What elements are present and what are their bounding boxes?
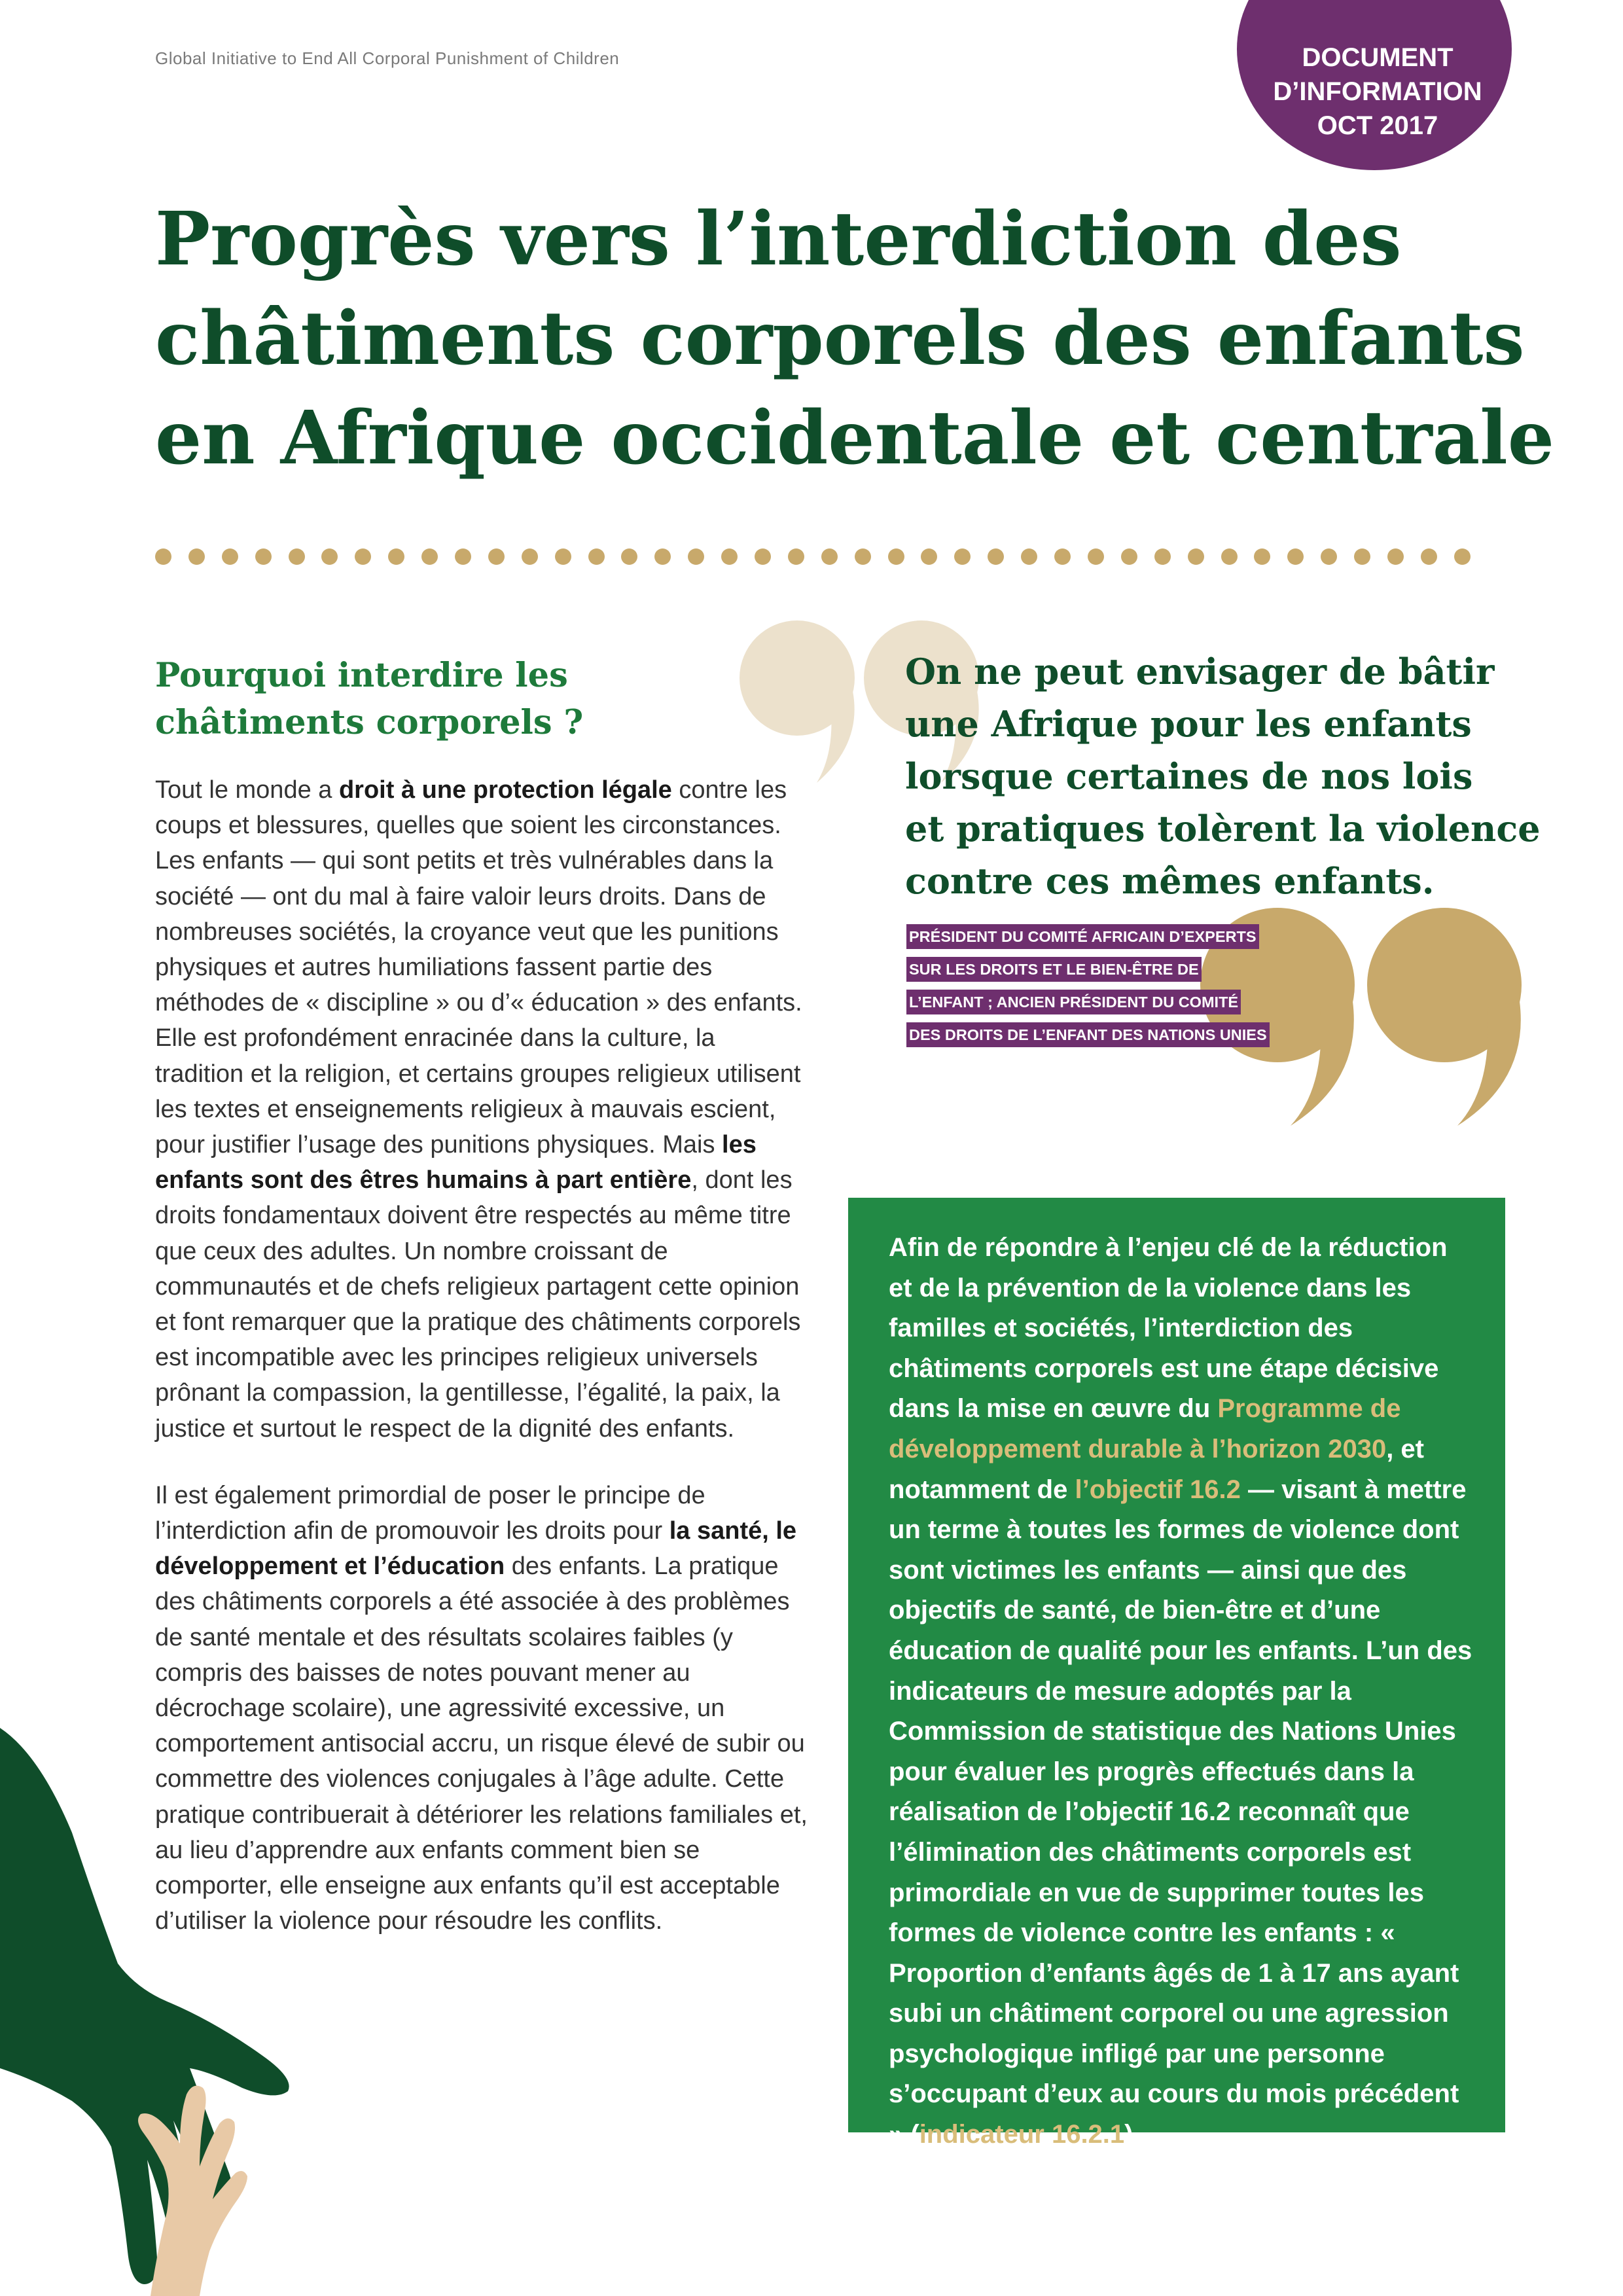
dotted-divider <box>155 548 1471 565</box>
divider-dot <box>488 548 505 565</box>
divider-dot <box>255 548 272 565</box>
divider-dot <box>888 548 904 565</box>
title-line-2: châtiments corporels des enfants <box>155 296 1525 382</box>
page-title <box>155 190 1555 488</box>
info-box-text <box>889 1228 1478 2155</box>
divider-dot <box>1387 548 1404 565</box>
info-text: , et notamment de <box>889 1434 1424 1504</box>
divider-dot <box>388 548 404 565</box>
document-badge-text <box>1247 41 1508 143</box>
info-highlight-programme: Programme de développement durable à l’horizon 2030 <box>889 1394 1401 1463</box>
divider-dot <box>1287 548 1304 565</box>
hands-illustration <box>0 1715 340 2296</box>
info-text: Afin de répondre à l’enjeu clé de la réduction et de la prévention de la violence dans les familles et sociétés, l’interdiction des châtiments corporels est une étape décisive dans la mise en œuvre du <box>889 1233 1448 1424</box>
divider-dot <box>954 548 971 565</box>
badge-line-2: D’INFORMATION <box>1273 77 1482 106</box>
badge-line-3: OCT 2017 <box>1317 111 1438 140</box>
divider-dot <box>921 548 937 565</box>
divider-dot <box>1221 548 1238 565</box>
body-bold-text: la santé, le développement et l’éducation <box>155 1517 797 1581</box>
divider-dot <box>721 548 738 565</box>
divider-dot <box>1354 548 1370 565</box>
quote-line-4: et pratiques tolèrent la violence <box>905 808 1541 850</box>
body-text: Tout le monde a <box>155 776 339 804</box>
divider-dot <box>455 548 471 565</box>
pull-quote <box>905 645 1560 907</box>
divider-dot <box>755 548 771 565</box>
divider-dot <box>1421 548 1437 565</box>
divider-dot <box>355 548 371 565</box>
divider-dot <box>788 548 804 565</box>
divider-dot <box>1454 548 1471 565</box>
body-text: Il est également primordial de poser le principe de l’interdiction afin de promouvoir les droits pour <box>155 1481 705 1545</box>
section-heading-line-2: châtiments corporels ? <box>155 703 584 742</box>
info-text: ). <box>1124 2120 1141 2149</box>
section-heading <box>155 652 679 746</box>
attribution-line-4: DES DROITS DE L’ENFANT DES NATIONS UNIES <box>906 1022 1270 1047</box>
quote-line-5: contre ces mêmes enfants. <box>905 860 1435 902</box>
quote-line-1: On ne peut envisager de bâtir <box>905 651 1495 692</box>
attribution-line-1: PRÉSIDENT DU COMITÉ AFRICAIN D’EXPERTS <box>906 924 1259 949</box>
divider-dot <box>1154 548 1171 565</box>
divider-dot <box>654 548 671 565</box>
divider-dot <box>555 548 571 565</box>
info-highlight-indicator: indicateur 16.2.1 <box>919 2120 1125 2149</box>
body-text: , dont les droits fondamentaux doivent être respectés au même titre que ceux des adultes. Un nombre croissant de communautés et de chefs religieux partagent cette opinion et font remarquer que la pratique des châtiments corporels est incompatible avec les principes religieux universels prônant la compassion, la gentillesse, l’égalité, la paix, la justice et surtout le respect de la dignité des enfants. <box>155 1166 801 1443</box>
divider-dot <box>222 548 238 565</box>
attribution-line-3: L’ENFANT ; ANCIEN PRÉSIDENT DU COMITÉ <box>906 990 1241 1014</box>
quote-line-3: lorsque certaines de nos lois <box>905 755 1473 797</box>
divider-dot <box>1121 548 1137 565</box>
body-paragraph-1 <box>155 772 810 1446</box>
divider-dot <box>421 548 438 565</box>
divider-dot <box>1088 548 1104 565</box>
divider-dot <box>821 548 838 565</box>
divider-dot <box>1021 548 1037 565</box>
divider-dot <box>988 548 1004 565</box>
divider-dot <box>621 548 637 565</box>
divider-dot <box>1188 548 1204 565</box>
attribution-line-2: SUR LES DROITS ET LE BIEN-ÊTRE DE <box>906 957 1202 982</box>
badge-line-1: DOCUMENT <box>1302 43 1454 72</box>
divider-dot <box>688 548 704 565</box>
section-heading-line-1: Pourquoi interdire les <box>155 656 568 695</box>
divider-dot <box>155 548 171 565</box>
divider-dot <box>1321 548 1337 565</box>
divider-dot <box>289 548 305 565</box>
body-text: des enfants. La pratique des châtiments corporels a été associée à des problèmes de santé mentale et des résultats scolaires faibles (y compris des baisses de notes pouvant mener au décrochage scolaire), une agressivité excessive, un comportement antisocial accru, un risque élevé de subir ou commettre des violences conjugales à l’âge adulte. Cette pratique contribuerait à détériorer les relations familiales et, au lieu d’apprendre aux enfants comment bien se comporter, elle enseigne aux enfants qu’il est acceptable d’utiliser la violence pour résoudre les conflits. <box>155 1552 808 1935</box>
divider-dot <box>1254 548 1270 565</box>
body-bold-text: droit à une protection légale <box>338 776 672 804</box>
quote-line-2: une Afrique pour les enfants <box>905 703 1472 745</box>
title-line-3: en Afrique occidentale et centrale <box>155 395 1555 481</box>
divider-dot <box>188 548 205 565</box>
divider-dot <box>1054 548 1071 565</box>
info-text: — visant à mettre un terme à toutes les formes de violence dont sont victimes les enfants — ainsi que des objectifs de santé, de bien-être et d’une éducation de qualité pour les enfants. L’un des indicateurs de mesure adoptés par la Commission de statistique des Nations Unies pour évaluer les progrès effectués dans la réalisation de l’objectif 16.2 reconnaît que l’élimination des châtiments corporels est primordiale en vue de supprimer toutes les formes de violence contre les enfants : « Proportion d’enfants âgés de 1 à 17 ans ayant subi un châtiment corporel ou une agression psychologique infligé par une personne s’occupant d’eux au cours du mois précédent » ( <box>889 1475 1472 2149</box>
organization-name: Global Initiative to End All Corporal Punishment of Children <box>155 48 620 68</box>
divider-dot <box>588 548 605 565</box>
body-text: contre les coups et blessures, quelles que soient les circonstances. Les enfants — qui sont petits et très vulnérables dans la société — ont du mal à faire valoir leurs droits. Dans de nombreuses sociétés, la croyance veut que les punitions physiques et autres humiliations fassent partie des méthodes de « discipline » ou d’« éducation » des enfants. Elle est profondément enracinée dans la culture, la tradition et la religion, et certains groupes religieux utilisent les textes et enseignements religieux à mauvais escient, pour justifier l’usage des punitions physiques. Mais <box>155 776 802 1159</box>
adult-hand-shape <box>0 1728 289 2284</box>
divider-dot <box>321 548 338 565</box>
info-highlight-objective: l’objectif 16.2 <box>1075 1475 1241 1504</box>
title-line-1: Progrès vers l’interdiction des <box>155 196 1402 282</box>
body-bold-text: les enfants sont des êtres humains à part entière <box>155 1131 757 1194</box>
divider-dot <box>522 548 538 565</box>
quote-attribution <box>906 922 1312 1052</box>
divider-dot <box>855 548 871 565</box>
